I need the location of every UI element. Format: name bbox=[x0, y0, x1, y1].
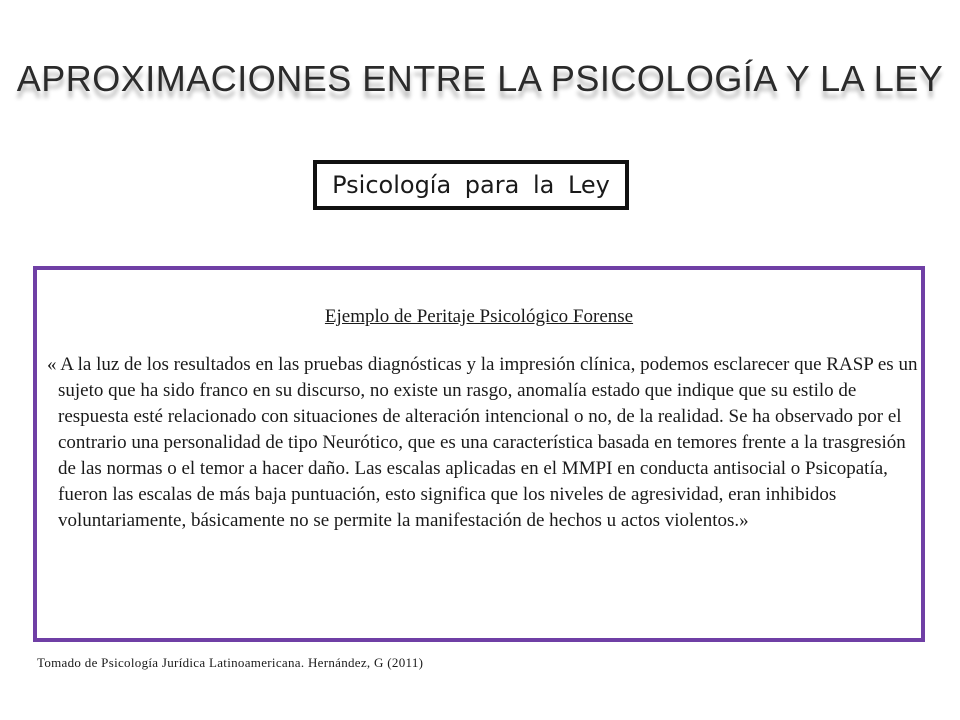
example-box bbox=[33, 266, 925, 642]
example-quote: « A la luz de los resultados en las pruebas diagnósticas y la impresión clínica, podemos esclarecer que RASP es un sujeto que ha sido franco en su discurso, no existe un rasgo, anomalía estado que indique que su estilo de respuesta esté relacionado con situaciones de alteración intencional o no, de la realidad. Se ha observado por el contrario una personalidad de tipo Neurótico, que es una característica basada en temores frente a la trasgresión de las normas o el temor a hacer daño. Las escalas aplicadas en el MMPI en conducta antisocial o Psicopatía, fueron las escalas de más baja puntuación, esto significa que los niveles de agresividad, eran inhibidos voluntariamente, básicamente no se permite la manifestación de hechos u actos violentos.» bbox=[47, 354, 918, 531]
subtitle-text: Psicología para la Ley bbox=[332, 171, 610, 199]
source-citation: Tomado de Psicología Jurídica Latinoamericana. Hernández, G (2011) bbox=[37, 655, 424, 670]
example-heading: Ejemplo de Peritaje Psicológico Forense bbox=[324, 306, 634, 327]
slide-title: APROXIMACIONES ENTRE LA PSICOLOGÍA Y LA LEY bbox=[16, 58, 944, 99]
subtitle-box bbox=[313, 160, 629, 210]
